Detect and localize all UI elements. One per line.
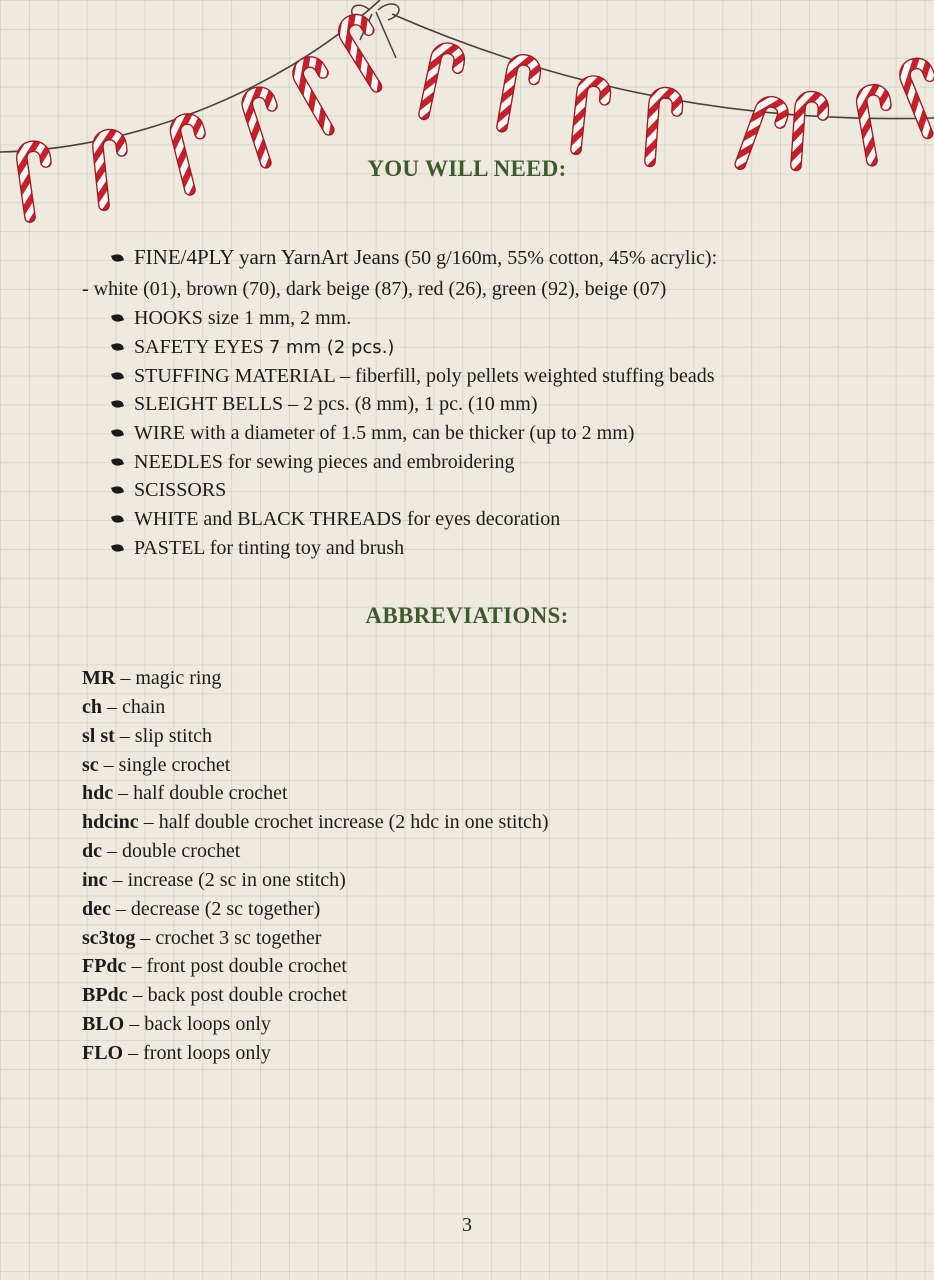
leaf-bullet-icon <box>111 341 124 352</box>
candy-cane-icon <box>244 89 288 163</box>
leaf-bullet-icon <box>111 484 124 495</box>
candy-cane-icon <box>424 46 461 119</box>
list-item: SLEIGHT BELLS – 2 pcs. (8 mm), 1 pc. (10 mm) <box>112 392 537 416</box>
candy-cane-icon <box>860 88 895 161</box>
yarn-main: FINE/4PLY yarn YarnArt Jeans <box>134 245 400 269</box>
candy-cane-icon <box>650 92 678 163</box>
abbreviation-entry: sl st – slip stitch <box>82 725 213 747</box>
abbreviation-entry: sc3tog – crochet 3 sc together <box>82 927 322 949</box>
leaf-bullet-icon <box>111 312 124 323</box>
list-item: NEEDLES for sewing pieces and embroidering <box>112 450 514 474</box>
you-will-need-heading: YOU WILL NEED: <box>367 156 567 181</box>
candy-cane-garland <box>0 0 934 240</box>
candy-cane-icon <box>502 58 537 131</box>
abbreviation-entry: sc – single crochet <box>82 754 231 776</box>
abbreviation-entry: inc – increase (2 sc in one stitch) <box>82 869 346 891</box>
list-item: HOOKS size 1 mm, 2 mm. <box>112 306 351 330</box>
abbreviation-entry: FPdc – front post double crochet <box>82 955 347 977</box>
list-item: SAFETY EYES 7 mm (2 pcs.) <box>112 335 394 360</box>
yarn-line <box>112 245 717 270</box>
abbreviation-entry: ch – chain <box>82 696 166 718</box>
candy-cane-icon <box>901 60 934 133</box>
abbreviation-entry: dc – double crochet <box>82 840 241 862</box>
yarn-detail: (50 g/160m, 55% cotton, 45% acrylic): <box>399 247 718 269</box>
list-item: SCISSORS <box>112 478 226 502</box>
abbreviation-entry: BLO – back loops only <box>82 1013 271 1035</box>
candy-cane-icon <box>340 15 397 87</box>
leaf-bullet-icon <box>111 456 124 467</box>
abbreviation-entry: BPdc – back post double crochet <box>82 984 347 1006</box>
candy-cane-icon <box>576 80 607 152</box>
page-number: 3 <box>462 1214 472 1236</box>
list-item: PASTEL for tinting toy and brush <box>112 536 404 560</box>
leaf-bullet-icon <box>111 370 124 381</box>
leaf-bullet-icon <box>111 252 124 263</box>
leaf-bullet-icon <box>111 427 124 438</box>
candy-cane-icon <box>294 58 349 130</box>
abbreviation-entry: hdcinc – half double crochet increase (2 hdc in one stitch) <box>82 811 549 833</box>
list-item: STUFFING MATERIAL – fiberfill, poly pellets weighted stuffing beads <box>112 364 715 388</box>
abbreviations-heading: ABBREVIATIONS: <box>365 603 569 628</box>
leaf-bullet-icon <box>111 398 124 409</box>
list-item: WHITE and BLACK THREADS for eyes decoration <box>112 507 560 531</box>
leaf-bullet-icon <box>111 513 124 524</box>
abbreviation-entry: FLO – front loops only <box>82 1042 271 1064</box>
yarn-colors: - white (01), brown (70), dark beige (87), red (26), green (92), beige (07) <box>82 278 667 300</box>
leaf-bullet-icon <box>111 542 124 553</box>
abbreviation-entry: dec – decrease (2 sc together) <box>82 898 321 920</box>
list-item: WIRE with a diameter of 1.5 mm, can be thicker (up to 2 mm) <box>112 421 634 445</box>
abbreviation-entry: MR – magic ring <box>82 667 222 689</box>
abbreviation-entry: hdc – half double crochet <box>82 782 288 804</box>
